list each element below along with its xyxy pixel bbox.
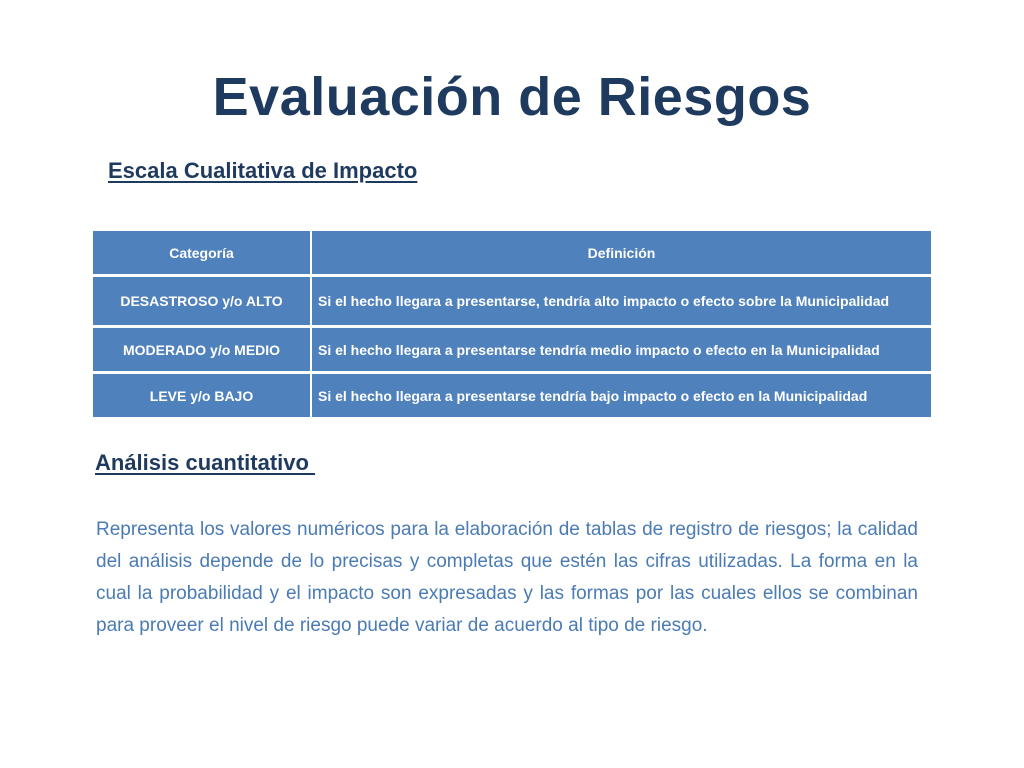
row-category: DESASTROSO y/o ALTO xyxy=(93,277,312,328)
table-subtitle: Escala Cualitativa de Impacto xyxy=(108,158,418,183)
row-definition: Si el hecho llegara a presentarse, tendría alto impacto o efecto sobre la Municipalidad xyxy=(312,277,931,328)
row-definition: Si el hecho llegara a presentarse tendría medio impacto o efecto en la Municipalidad xyxy=(312,328,931,374)
table-header-row xyxy=(93,231,931,277)
table-row xyxy=(93,374,931,417)
header-definition: Definición xyxy=(312,231,931,277)
row-category: MODERADO y/o MEDIO xyxy=(93,328,312,374)
row-category: LEVE y/o BAJO xyxy=(93,374,312,417)
impact-scale-table xyxy=(93,231,931,417)
row-definition: Si el hecho llegara a presentarse tendría bajo impacto o efecto en la Municipalidad xyxy=(312,374,931,417)
slide-title: Evaluación de Riesgos xyxy=(212,67,812,127)
table-row xyxy=(93,328,931,374)
table-row xyxy=(93,277,931,328)
header-category: Categoría xyxy=(93,231,312,277)
body-paragraph: Representa los valores numéricos para la elaboración de tablas de registro de riesgos; la calidad del análisis depende de lo precisas y completas que estén las cifras utilizadas. La forma en la cual la probabilidad y el impacto son expresadas y las formas por las cuales ellos se combinan para proveer el nivel de riesgo puede variar de acuerdo al tipo de riesgo. xyxy=(96,519,918,636)
section-heading: Análisis cuantitativo xyxy=(95,450,316,475)
